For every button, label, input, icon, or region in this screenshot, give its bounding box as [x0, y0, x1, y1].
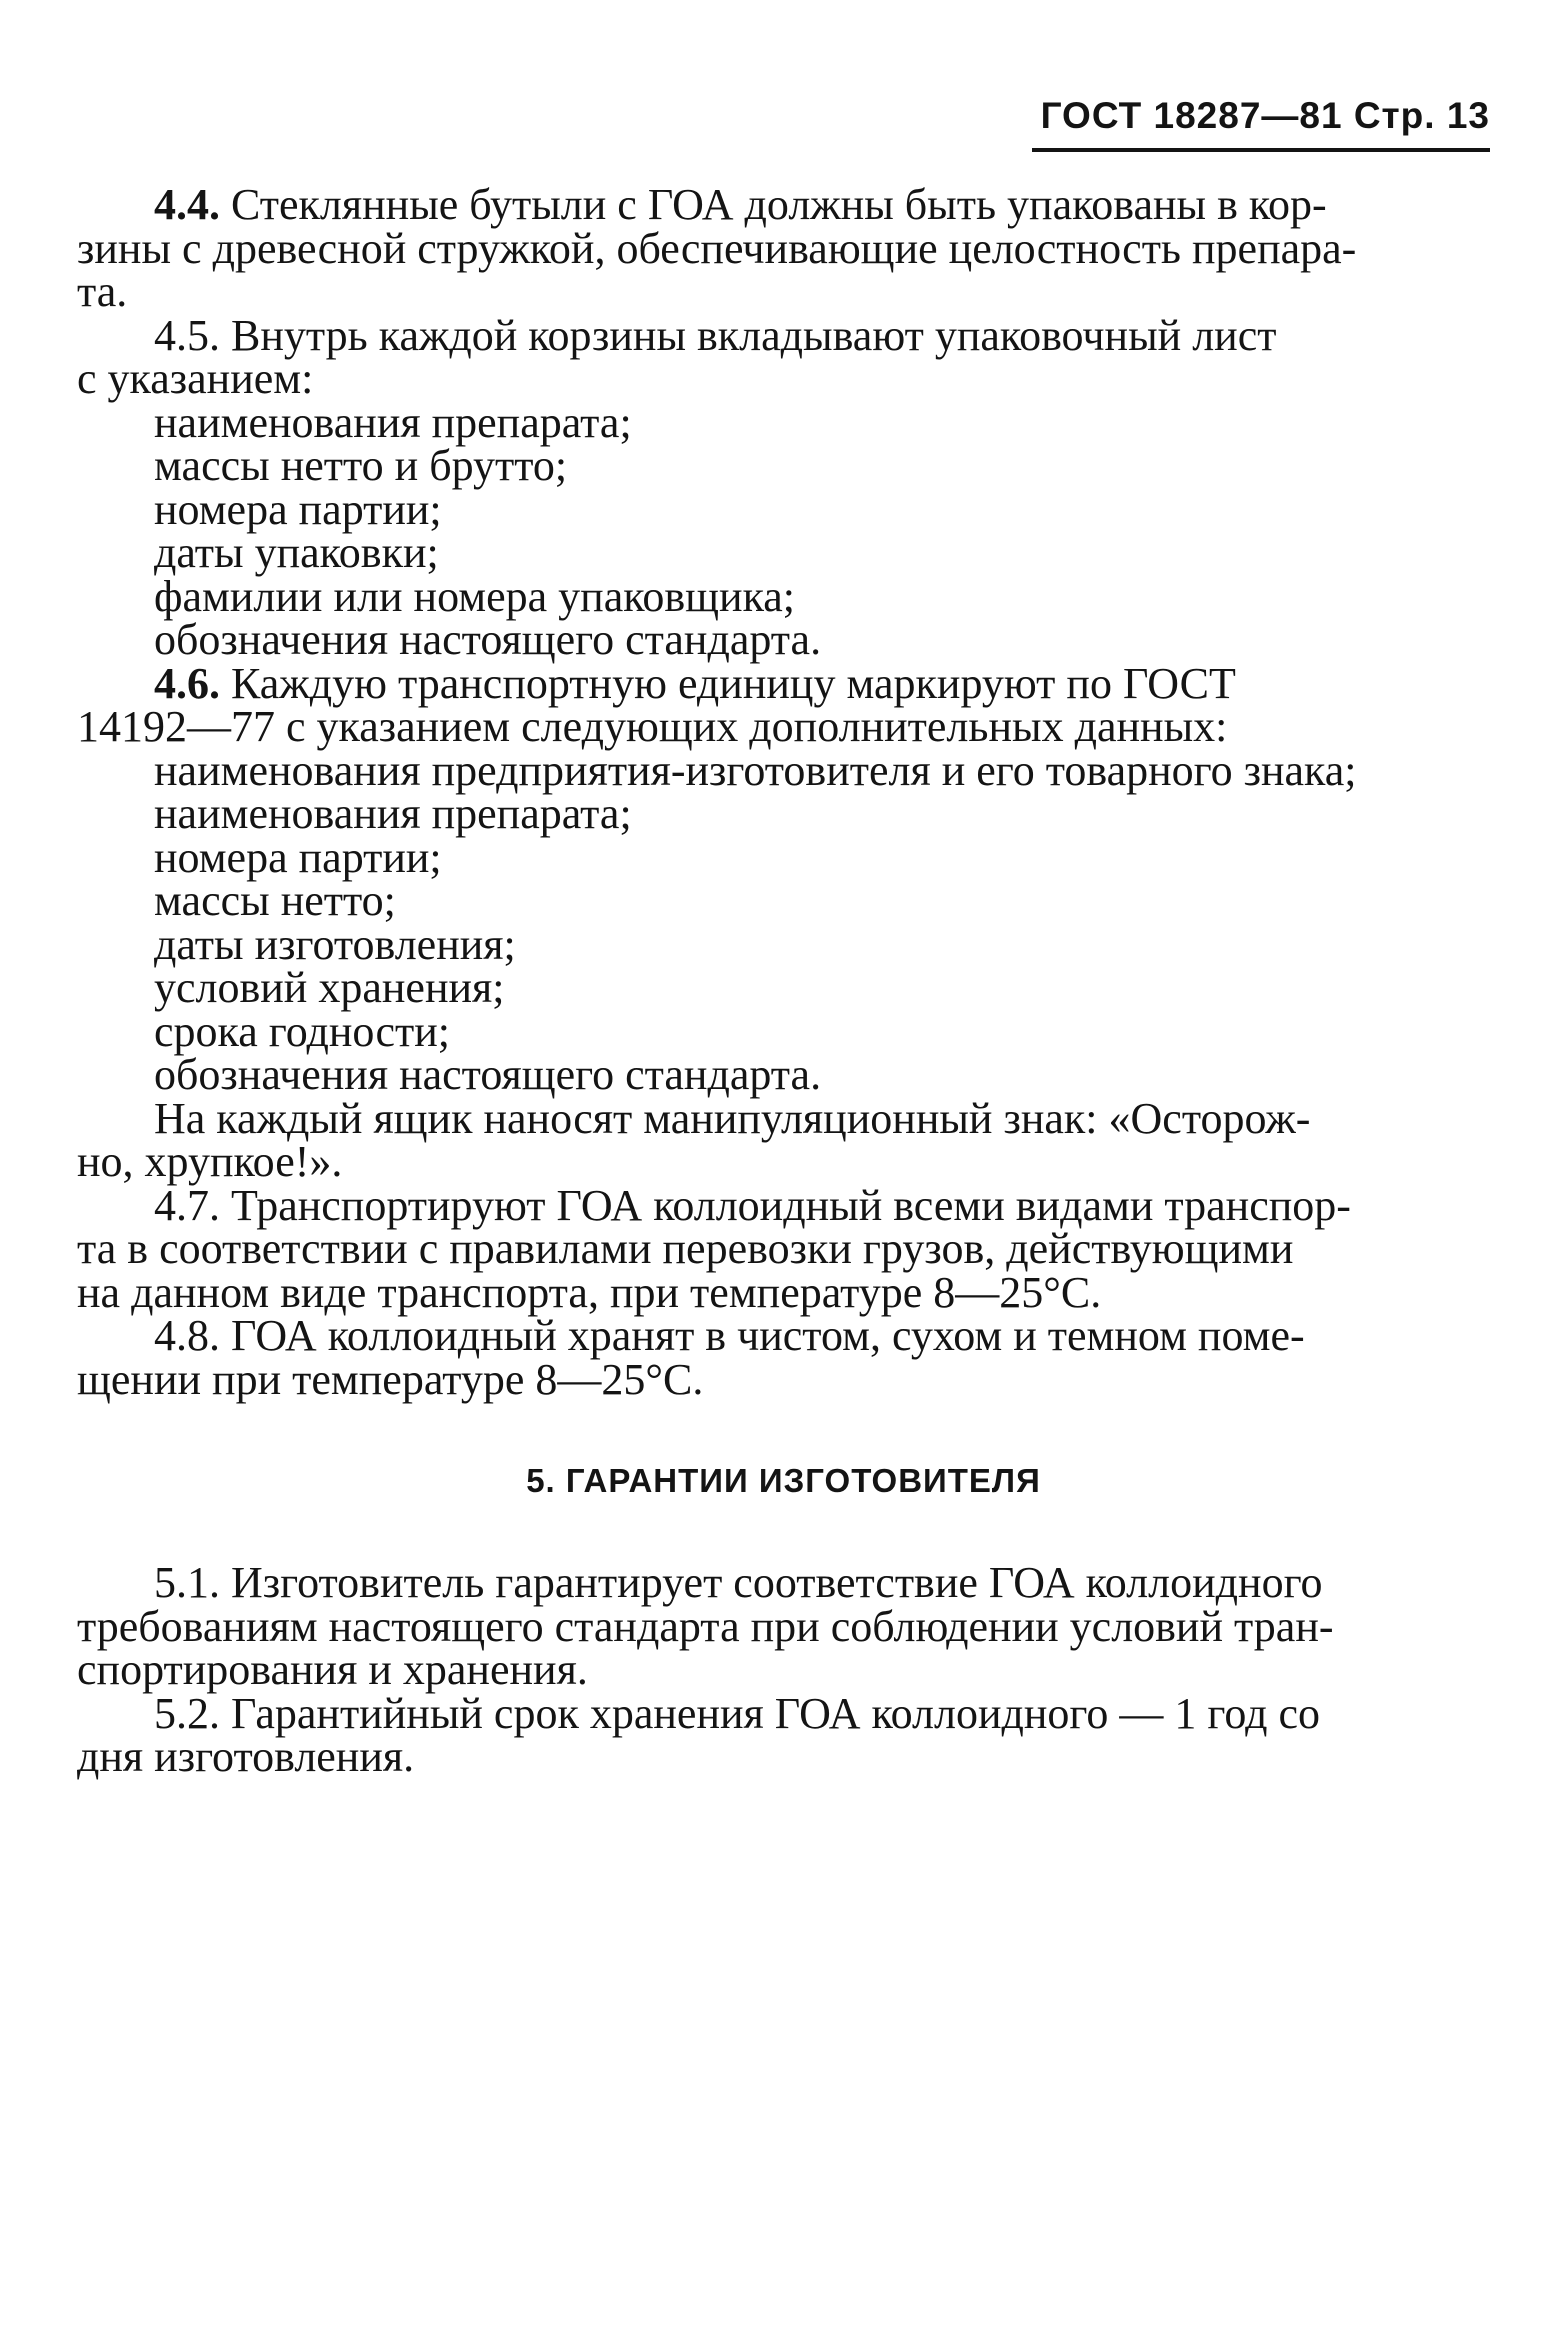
paragraph-text: Каждую транспортную единицу маркируют по ГОСТ	[231, 658, 1236, 708]
paragraph-5-2-line-1: 5.2. Гарантийный срок хранения ГОА коллоидного — 1 год со	[154, 1688, 1320, 1738]
paragraph-4-7-line-1: 4.7. Транспортируют ГОА коллоидный всеми видами транспор-	[154, 1180, 1351, 1230]
list-item: массы нетто;	[154, 876, 396, 925]
paragraph-4-5-line-1: 4.5. Внутрь каждой корзины вкладывают упаковочный лист	[154, 310, 1277, 360]
section-title: 5. ГАРАНТИИ ИЗГОТОВИТЕЛЯ	[526, 1462, 1041, 1499]
document-body	[77, 180, 1490, 1781]
paragraph-text: Стеклянные бутыли с ГОА должны быть упакованы в кор-	[231, 180, 1327, 229]
page-header: ГОСТ 18287—81 Стр. 13	[1040, 95, 1490, 136]
paragraph-4-8-line-1: 4.8. ГОА коллоидный хранят в чистом, сухом и темном поме-	[154, 1311, 1305, 1360]
list-item: обозначения настоящего стандарта.	[154, 1050, 822, 1099]
list-item: фамилии или номера упаковщика;	[154, 571, 796, 621]
list-item: массы нетто и брутто;	[154, 441, 568, 490]
list-item: номера партии;	[154, 484, 442, 534]
list-item: наименования препарата;	[154, 789, 632, 838]
list-item: наименования предприятия-изготовителя и его товарного знака;	[154, 745, 1357, 795]
paragraph-4-4-line-2: зины с древесной стружкой, обеспечивающие целостность препара-	[77, 223, 1357, 273]
paragraph-5-1-line-1: 5.1. Изготовитель гарантирует соответствие ГОА коллоидного	[154, 1558, 1323, 1607]
paragraph-number: 4.6.	[154, 658, 220, 708]
paragraph-4-8-line-2: щении при температуре 8—25°С.	[77, 1354, 704, 1404]
header-rule	[1032, 148, 1490, 152]
list-item: даты упаковки;	[154, 528, 439, 577]
list-item: срока годности;	[154, 1006, 451, 1056]
paragraph-4-6-note-line-1: На каждый ящик наносят манипуляционный знак: «Осторож-	[154, 1093, 1311, 1143]
paragraph-5-1-line-3: спортирования и хранения.	[77, 1645, 588, 1694]
paragraph-4-7-line-3: на данном виде транспорта, при температуре 8—25°С.	[77, 1267, 1102, 1317]
paragraph-4-6-line-2: 14192—77 с указанием следующих дополнительных данных:	[77, 702, 1228, 751]
paragraph-4-6-line-1	[77, 658, 1490, 708]
paragraph-4-7-line-2: та в соответствии с правилами перевозки грузов, действующими	[77, 1224, 1294, 1273]
paragraph-4-4-line-3: та.	[77, 267, 128, 316]
paragraph-4-4-line-1	[77, 180, 1490, 229]
paragraph-4-5-line-2: с указанием:	[77, 354, 314, 403]
paragraph-5-1-line-2: требованиям настоящего стандарта при соблюдении условий тран-	[77, 1601, 1334, 1651]
paragraph-number: 4.4.	[154, 180, 220, 229]
list-item: условий хранения;	[154, 963, 505, 1012]
list-item: даты изготовления;	[154, 919, 516, 969]
list-item: обозначения настоящего стандарта.	[154, 615, 822, 664]
paragraph-5-2-line-2: дня изготовления.	[77, 1732, 415, 1781]
list-item: наименования препарата;	[154, 397, 632, 447]
paragraph-4-6-note-line-2: но, хрупкое!».	[77, 1137, 343, 1186]
list-item: номера партии;	[154, 832, 442, 882]
